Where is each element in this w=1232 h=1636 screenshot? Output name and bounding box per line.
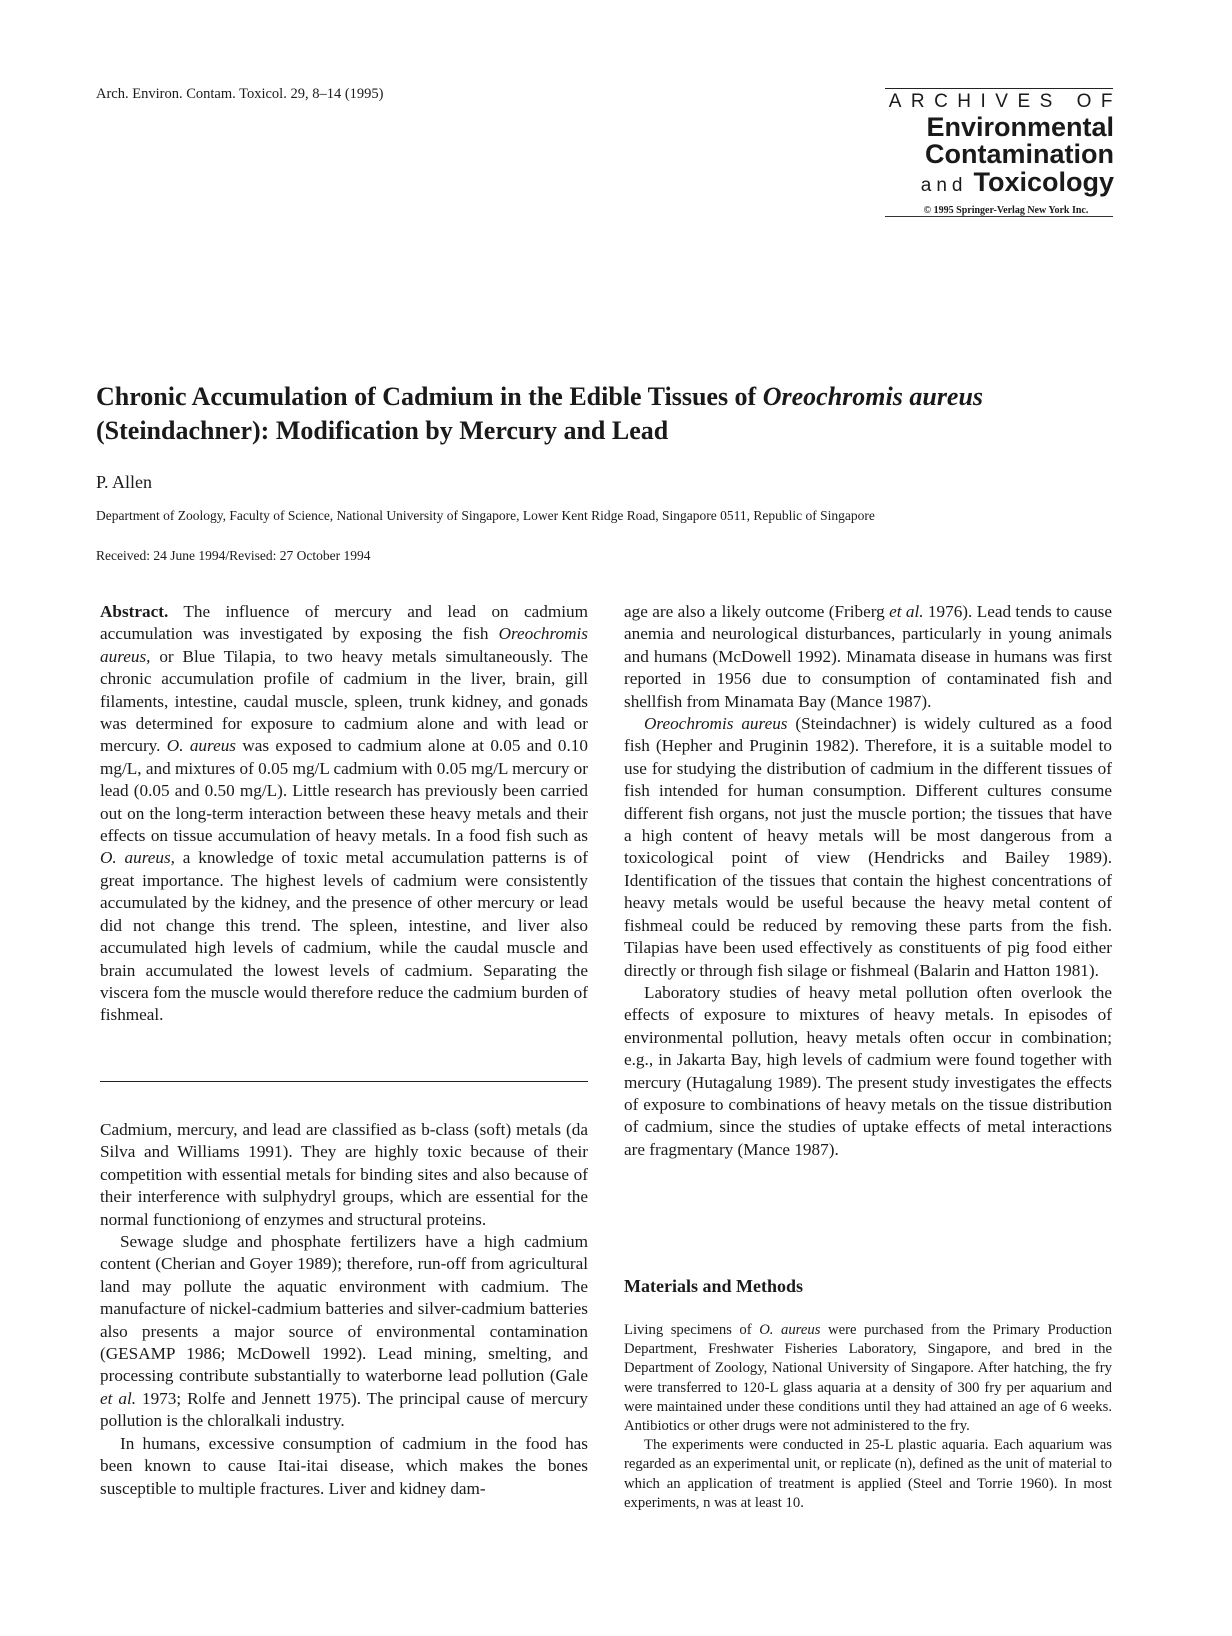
paragraph: Laboratory studies of heavy metal pollution often overlook the effects of exposure to mixtures of heavy metals. In episodes of environmental pollution, heavy metals often occur in combination; e.g., in Jakarta Bay, high levels of cadmium were found together with mercury (Hutagalung 1989). The present study investigates the effects of exposure to combinations of heavy metals on the tissue distribution of cadmium, since the studies of uptake effects of metal interactions are fragmentary (Mance 1987). — [624, 982, 1112, 1159]
journal-logo — [878, 90, 1122, 216]
paragraph-italic: et al. — [889, 602, 924, 621]
paragraph-text: age are also a likely outcome (Friberg — [624, 602, 890, 621]
paragraph-text: were purchased from the Primary Production Department, Freshwater Fisheries Laboratory, Singapore, and bred in the Department of Zoology, National University of Singapore. After hatching, the fry were transferred to 120-L glass aquaria at a density of 300 fry per aquarium and were maintained under these conditions until they had attained an age of 6 weeks. Antibiotics or other drugs were not administered to the fry. — [624, 1322, 1112, 1435]
logo-and-toxicology — [878, 168, 1114, 201]
paragraph — [624, 601, 1112, 713]
abstract-text: The influence of mercury and lead on cadmium accumulation was investigated by exposing the fish — [100, 602, 588, 644]
journal-citation: Arch. Environ. Contam. Toxicol. 29, 8–14 (1995) — [96, 86, 384, 102]
abstract-separator — [100, 1081, 588, 1082]
paragraph-text: 1973; Rolfe and Jennett 1975). The principal cause of mercury pollution is the chloralkali industry. — [100, 1388, 588, 1431]
paragraph — [624, 713, 1112, 982]
intro-right-column — [624, 601, 1112, 1161]
paragraph-text: 1976). Lead tends to cause anemia and neurological disturbances, particularly in young animals and humans (McDowell 1992). Minamata disease in humans was first reported in 1956 due to consumption of contaminated fish and shellfish from Minamata Bay (Mance 1987). — [624, 602, 1112, 711]
article-title — [96, 380, 1146, 448]
paragraph: The experiments were conducted in 25-L plastic aquaria. Each aquarium was regarded as an experimental unit, or replicate (n), defined as the unit of material to which an application of treatment is applied (Steel and Torrie 1960). In most experiments, n was at least 10. — [624, 1437, 1112, 1511]
abstract-species: O. aureus, — [100, 848, 175, 868]
abstract-label: Abstract. — [100, 602, 169, 621]
paragraph-text: Living specimens of — [624, 1322, 760, 1338]
title-line1: Chronic Accumulation of Cadmium in the Edible Tissues of — [96, 382, 763, 411]
abstract-text: was exposed to cadmium alone at 0.05 and 0.10 mg/L, and mixtures of 0.05 mg/L cadmium with 0.05 mg/L mercury or lead (0.05 and 0.50 mg/L). Little research has previously been carried out on the long-term interaction between these heavy metals and their effects on tissue accumulation of heavy metals. In a food fish such as — [100, 736, 588, 846]
methods-text — [624, 1321, 1112, 1513]
abstract — [100, 601, 588, 1027]
methods-heading: Materials and Methods — [624, 1276, 803, 1296]
logo-contamination: Contamination — [925, 139, 1114, 169]
logo-copyright: © 1995 Springer-Verlag New York Inc. — [923, 205, 1089, 216]
received-dates: Received: 24 June 1994/Revised: 27 October 1994 — [96, 548, 371, 563]
logo-toxicology: Toxicology — [973, 167, 1114, 197]
paragraph — [100, 1231, 588, 1433]
logo-top-rule — [885, 88, 1113, 89]
paragraph-italic: et al. — [100, 1388, 137, 1408]
author-name: P. Allen — [96, 472, 153, 492]
abstract-species: Oreochromis aureus, — [100, 624, 588, 666]
abstract-text: a knowledge of toxic metal accumulation patterns is of great importance. The highest levels of cadmium were consistently accumulated by the kidney, and the presence of other mercury or lead did not change this trend. The spleen, intestine, and liver also accumulated high levels of cadmium, while the caudal muscle and brain accumulated the lowest levels of cadmium. Separating the viscera fom the muscle would therefore reduce the cadmium burden of fishmeal. — [100, 848, 589, 1025]
title-line2: (Steindachner): Modification by Mercury and Lead — [96, 416, 669, 445]
paragraph-italic: O. aureus — [759, 1322, 821, 1338]
paragraph-italic: Oreochromis aureus — [644, 714, 788, 734]
abstract-text: or Blue Tilapia, to two heavy metals simultaneously. The chronic accumulation profile of cadmium in the liver, brain, gill filaments, intestine, caudal muscle, spleen, trunk kidney, and gonads was determined for exposure to cadmium alone and with lead or mercury. — [100, 646, 588, 756]
logo-and: and — [920, 175, 968, 196]
author-affiliation: Department of Zoology, Faculty of Science, National University of Singapore, Lower Kent Ridge Road, Singapore 0511, Republic of Singapore — [96, 508, 875, 523]
intro-left-column — [100, 1119, 588, 1500]
logo-bottom-rule — [885, 216, 1113, 217]
logo-archives-of: ARCHIVES OF — [888, 91, 1122, 112]
paragraph-text: Sewage sludge and phosphate fertilizers have a high cadmium content (Cherian and Goyer 1989); therefore, run-off from agricultural land may pollute the aquatic environment with cadmium. The manufacture of nickel-cadmium batteries and silver-cadmium batteries also presents a major source of environmental contamination (GESAMP 1986; McDowell 1992). Lead mining, smelting, and processing contribute substantially to waterborne lead pollution (Gale — [100, 1232, 588, 1386]
paragraph — [624, 1321, 1112, 1436]
abstract-species: O. aureus — [166, 736, 236, 756]
paragraph-text: (Steindachner) is widely cultured as a food fish (Hepher and Pruginin 1982). Therefore, it is a suitable model to use for studying the distribution of cadmium in the different tissues of fish intended for human consumption. Different cultures consume different fish organs, not just the muscle portion; the tissues that have a high content of heavy metals will be most dangerous from a toxicological point of view (Hendricks and Bailey 1989). Identification of the tissues that contain the highest concentrations of heavy metals would be useful because the heavy metal content of fishmeal could be reduced by removing these parts from the fish. Tilapias have been used effectively as constituents of pig food either directly or through fish silage or fishmeal (Balarin and Hatton 1981). — [624, 714, 1112, 980]
logo-environmental: Environmental — [926, 112, 1114, 142]
paragraph: Cadmium, mercury, and lead are classified as b-class (soft) metals (da Silva and Williams 1991). They are highly toxic because of their competition with essential metals for binding sites and also because of their interference with sulphydryl groups, which are essential for the normal functioniong of enzymes and structural proteins. — [100, 1120, 588, 1229]
title-species: Oreochromis aureus — [762, 382, 984, 411]
paragraph: In humans, excessive consumption of cadmium in the food has been known to cause Itai-itai disease, which makes the bones susceptible to multiple fractures. Liver and kidney dam- — [100, 1433, 588, 1498]
